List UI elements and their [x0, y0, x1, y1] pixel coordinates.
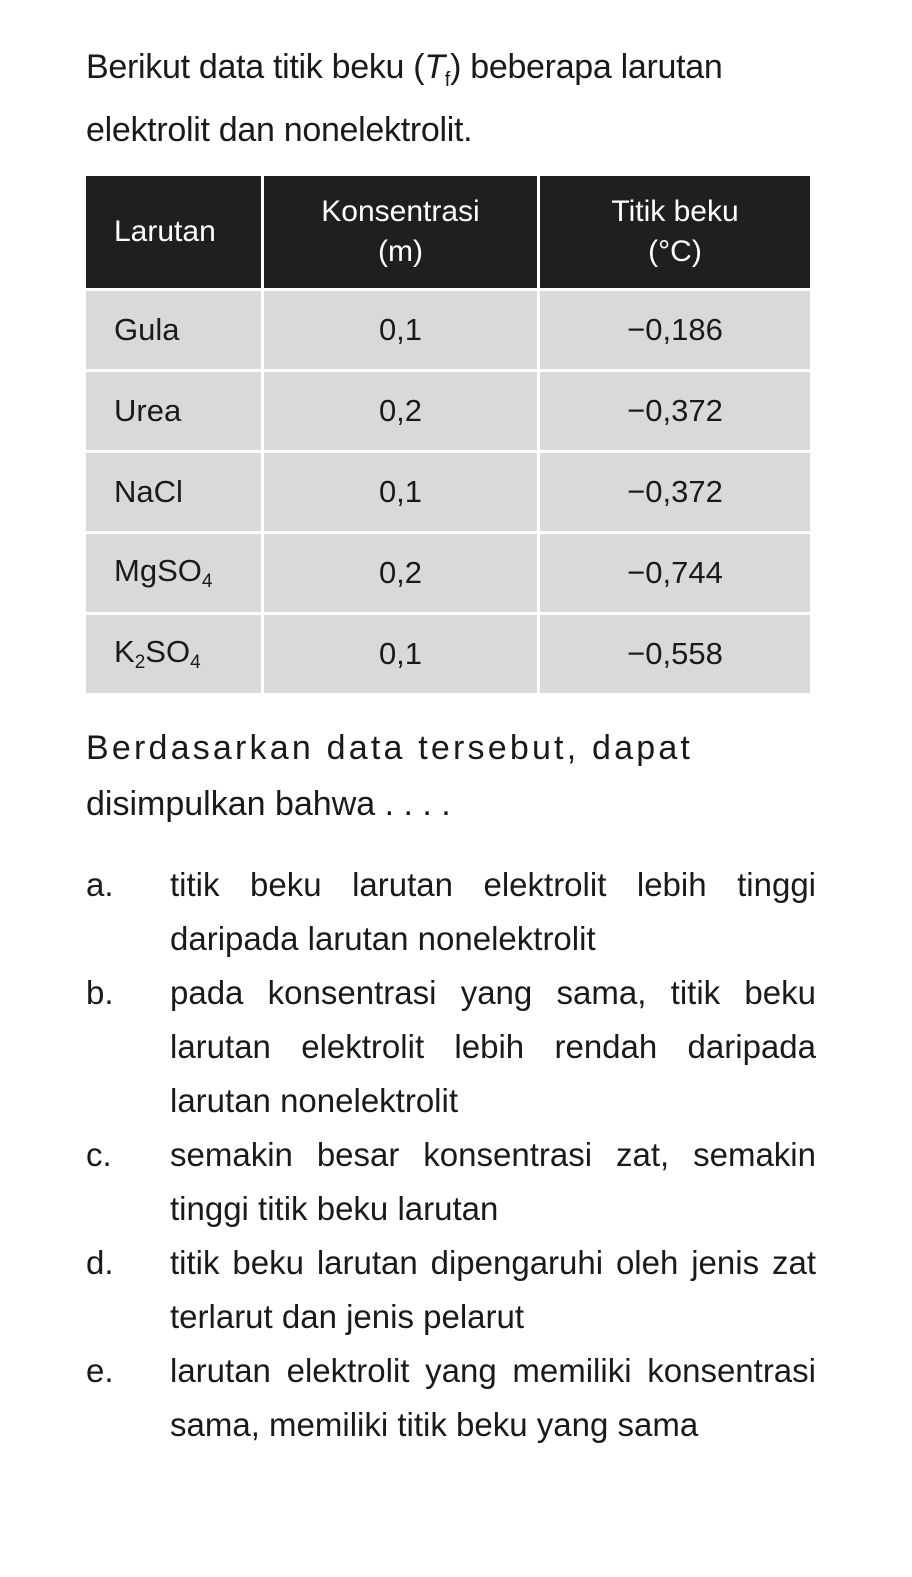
cell-titik-beku: −0,186: [540, 288, 810, 369]
header-konsentrasi-text: Konsentrasi (m): [321, 195, 480, 268]
option-a[interactable]: [86, 858, 816, 966]
cell-titik-beku: −0,744: [540, 531, 810, 612]
table-header-row: [86, 176, 810, 288]
option-text: titik beku larutan dipengaruhi oleh jenis zat terlarut dan jenis pelarut: [170, 1244, 816, 1335]
question-line-2: disimpulkan bahwa . . . .: [86, 785, 451, 823]
option-e[interactable]: [86, 1344, 816, 1452]
freezing-point-symbol: [424, 48, 451, 91]
cell-larutan: NaCl: [86, 450, 264, 531]
answer-options: [86, 858, 816, 1452]
option-d[interactable]: [86, 1236, 816, 1344]
header-konsentrasi: [264, 176, 540, 288]
option-letter: c.: [86, 1136, 112, 1173]
cell-larutan: $K_2SO_4$: [86, 612, 264, 693]
cell-titik-beku: −0,372: [540, 369, 810, 450]
option-letter: a.: [86, 866, 114, 903]
cell-titik-beku: −0,372: [540, 450, 810, 531]
table-row: [86, 288, 810, 369]
header-titik-beku-text: Titik beku (°C): [611, 195, 739, 268]
header-larutan: Larutan: [86, 176, 264, 288]
cell-titik-beku: −0,558: [540, 612, 810, 693]
option-letter: e.: [86, 1352, 114, 1389]
intro-before: Berikut data titik beku (: [86, 48, 425, 86]
option-text: semakin besar konsentrasi zat, semakin tinggi titik beku larutan: [170, 1136, 816, 1227]
symbol-subscript: f: [444, 69, 451, 91]
table-row: [86, 612, 810, 693]
cell-konsentrasi: 0,1: [264, 288, 540, 369]
option-text: larutan elektrolit yang memiliki konsentrasi sama, memiliki titik beku yang sama: [170, 1352, 816, 1443]
intro-after: ) beberapa larutan elektrolit dan nonelektrolit.: [86, 48, 723, 149]
table-row: [86, 369, 810, 450]
question-stem: [86, 720, 816, 832]
option-text: titik beku larutan elektrolit lebih tinggi daripada larutan nonelektrolit: [170, 866, 816, 957]
cell-larutan: Urea: [86, 369, 264, 450]
cell-larutan: MgSO$_4$: [86, 531, 264, 612]
intro-text: [86, 42, 846, 155]
option-letter: b.: [86, 974, 114, 1011]
table-row: [86, 531, 810, 612]
cell-konsentrasi: 0,2: [264, 369, 540, 450]
symbol-t: T: [424, 48, 445, 86]
option-b[interactable]: [86, 966, 816, 1128]
cell-larutan: Gula: [86, 288, 264, 369]
option-text: pada konsentrasi yang sama, titik beku larutan elektrolit lebih rendah daripada larutan nonelektrolit: [170, 974, 816, 1119]
option-c[interactable]: [86, 1128, 816, 1236]
freezing-point-table: [86, 176, 810, 693]
header-titik-beku: [540, 176, 810, 288]
cell-konsentrasi: 0,1: [264, 612, 540, 693]
option-letter: d.: [86, 1244, 114, 1281]
question-line-1: Berdasarkan data tersebut, dapat: [86, 729, 694, 767]
table-row: [86, 450, 810, 531]
cell-konsentrasi: 0,1: [264, 450, 540, 531]
cell-konsentrasi: 0,2: [264, 531, 540, 612]
